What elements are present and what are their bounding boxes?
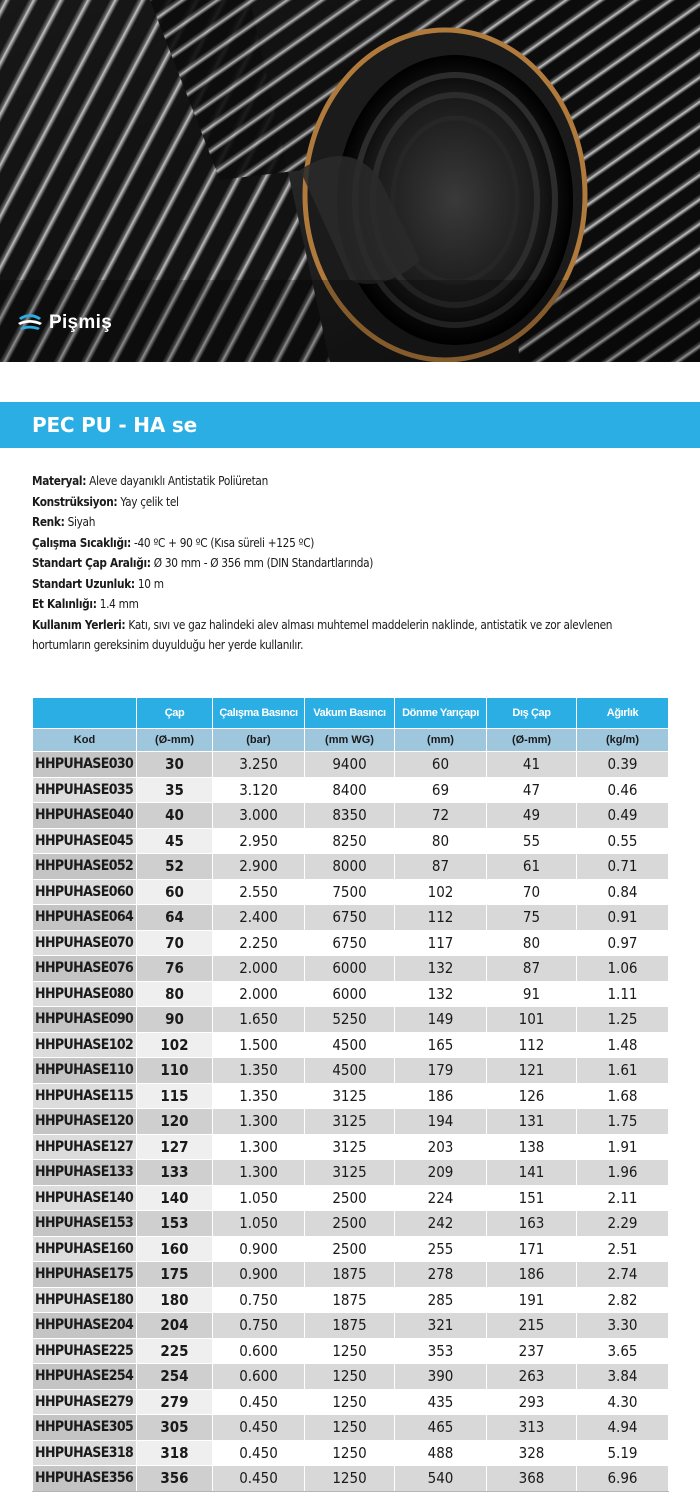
table-cell: 1250 [305,1415,395,1441]
column-header: Dönme Yarıçapı [395,698,487,729]
table-cell: 141 [487,1160,577,1186]
table-cell: 318 [137,1440,213,1466]
table-cell: 0.450 [213,1389,305,1415]
table-cell: 353 [395,1338,487,1364]
table-cell: 2.900 [213,854,305,880]
column-unit: (kg/m) [577,729,669,752]
table-cell: 0.600 [213,1364,305,1390]
table-cell: 72 [395,803,487,829]
brand-name: Pişmiş [49,312,113,333]
table-cell: 1.68 [577,1083,669,1109]
table-row [33,981,669,1007]
table-cell: HHPUHASE076 [33,956,137,982]
table-cell: 0.450 [213,1440,305,1466]
column-unit: (Ø-mm) [137,729,213,752]
table-row [33,1032,669,1058]
table-cell: HHPUHASE204 [33,1313,137,1339]
table-cell: 3125 [305,1134,395,1160]
table-cell: HHPUHASE305 [33,1415,137,1441]
spec-label: Standart Çap Aralığı: [32,556,151,570]
table-cell: 2500 [305,1236,395,1262]
table-cell: 3125 [305,1160,395,1186]
column-unit: (mm) [395,729,487,752]
spec-label: Çalışma Sıcaklığı: [32,535,131,550]
table-row [33,879,669,905]
table-row [33,1389,669,1415]
table-cell: 2.29 [577,1211,669,1237]
table-row [33,1134,669,1160]
spec-label: Standart Uzunluk: [32,576,135,591]
table-cell: 1.25 [577,1007,669,1033]
table-cell: HHPUHASE090 [33,1007,137,1033]
table-row [33,1415,669,1441]
table-cell: 76 [137,956,213,982]
table-cell: 225 [137,1338,213,1364]
table-cell: 305 [137,1415,213,1441]
table-row [33,1364,669,1390]
table-cell: 368 [487,1466,577,1492]
table-row [33,854,669,880]
table-cell: 237 [487,1338,577,1364]
table-cell: HHPUHASE060 [33,879,137,905]
table-cell: HHPUHASE102 [33,1032,137,1058]
table-row [33,1338,669,1364]
table-cell: 285 [395,1287,487,1313]
table-cell: 2.11 [577,1185,669,1211]
table-cell: HHPUHASE052 [33,854,137,880]
column-header: Çap [137,698,213,729]
table-row [33,1313,669,1339]
table-row [33,930,669,956]
table-cell: 1250 [305,1440,395,1466]
table-cell: 120 [137,1109,213,1135]
table-cell: 133 [137,1160,213,1186]
spec-value: Siyah [67,515,96,529]
table-cell: 3.000 [213,803,305,829]
product-title-bar [0,402,700,448]
table-cell: 70 [137,930,213,956]
table-row [33,1058,669,1084]
table-cell: 179 [395,1058,487,1084]
table-cell: 110 [137,1058,213,1084]
table-cell: 242 [395,1211,487,1237]
table-cell: 0.900 [213,1236,305,1262]
table-cell: 4500 [305,1032,395,1058]
table-cell: HHPUHASE160 [33,1236,137,1262]
table-cell: 3.30 [577,1313,669,1339]
table-cell: 1.11 [577,981,669,1007]
column-header [33,698,137,729]
table-cell: 8000 [305,854,395,880]
table-cell: 1.48 [577,1032,669,1058]
table-cell: 356 [137,1466,213,1492]
table-cell: 204 [137,1313,213,1339]
table-cell: 1875 [305,1262,395,1288]
spec-construction [32,492,667,513]
table-cell: 35 [137,777,213,803]
spec-list [32,471,667,656]
table-cell: 209 [395,1160,487,1186]
table-row [33,1236,669,1262]
table-cell: 390 [395,1364,487,1390]
table-cell: 140 [137,1185,213,1211]
table-cell: 115 [137,1083,213,1109]
table-cell: 2500 [305,1211,395,1237]
table-cell: 0.750 [213,1287,305,1313]
table-cell: 263 [487,1364,577,1390]
table-cell: HHPUHASE110 [33,1058,137,1084]
table-row [33,956,669,982]
table-row [33,828,669,854]
table-cell: HHPUHASE153 [33,1211,137,1237]
column-header: Vakum Basıncı [305,698,395,729]
table-cell: 435 [395,1389,487,1415]
table-cell: 191 [487,1287,577,1313]
table-cell: 3.250 [213,752,305,778]
table-cell: 112 [487,1032,577,1058]
table-cell: 3125 [305,1109,395,1135]
table-cell: 2.550 [213,879,305,905]
table-cell: 4500 [305,1058,395,1084]
table-units-row [33,729,669,752]
table-cell: 0.97 [577,930,669,956]
table-cell: HHPUHASE070 [33,930,137,956]
table-cell: 7500 [305,879,395,905]
spec-material [32,471,667,492]
spec-color [32,512,667,533]
table-cell: 186 [395,1083,487,1109]
table-cell: 87 [395,854,487,880]
table-cell: 203 [395,1134,487,1160]
table-cell: 1.61 [577,1058,669,1084]
table-cell: 49 [487,803,577,829]
table-cell: 70 [487,879,577,905]
table-cell: 488 [395,1440,487,1466]
table-cell: 0.450 [213,1466,305,1492]
table-cell: 0.91 [577,905,669,931]
table-cell: 6000 [305,981,395,1007]
table-row [33,777,669,803]
table-cell: 328 [487,1440,577,1466]
table-cell: HHPUHASE120 [33,1109,137,1135]
table-cell: 175 [137,1262,213,1288]
table-cell: 2500 [305,1185,395,1211]
spec-label: Renk: [32,515,65,529]
spec-label: Materyal: [32,474,87,488]
table-cell: 90 [137,1007,213,1033]
brand-logo [17,312,112,334]
table-cell: 2.000 [213,956,305,982]
table-cell: 465 [395,1415,487,1441]
table-cell: 194 [395,1109,487,1135]
column-unit: (bar) [213,729,305,752]
table-cell: 80 [487,930,577,956]
table-cell: 91 [487,981,577,1007]
table-cell: 6750 [305,930,395,956]
table-cell: 4.30 [577,1389,669,1415]
table-cell: HHPUHASE175 [33,1262,137,1288]
table-row [33,1185,669,1211]
table-cell: HHPUHASE040 [33,803,137,829]
spec-usage [32,615,667,656]
column-header: Ağırlık [577,698,669,729]
table-cell: 1.050 [213,1211,305,1237]
table-cell: 5250 [305,1007,395,1033]
table-cell: 1.300 [213,1109,305,1135]
table-row [33,1211,669,1237]
table-cell: 224 [395,1185,487,1211]
table-cell: 3.65 [577,1338,669,1364]
table-cell: 2.51 [577,1236,669,1262]
table-cell: 0.600 [213,1338,305,1364]
table-body [33,752,669,1492]
product-table [32,697,669,1492]
table-cell: 1.96 [577,1160,669,1186]
table-cell: 0.750 [213,1313,305,1339]
table-cell: HHPUHASE254 [33,1364,137,1390]
table-cell: 1875 [305,1287,395,1313]
table-cell: 255 [395,1236,487,1262]
table-cell: 6000 [305,956,395,982]
table-cell: 0.450 [213,1415,305,1441]
hose-illustration [0,0,700,362]
table-cell: 165 [395,1032,487,1058]
table-cell: 112 [395,905,487,931]
table-cell: 6750 [305,905,395,931]
table-cell: 1.350 [213,1083,305,1109]
table-cell: 1250 [305,1364,395,1390]
table-row [33,752,669,778]
spec-label: Et Kalınlığı: [32,597,97,611]
table-cell: 45 [137,828,213,854]
table-cell: 153 [137,1211,213,1237]
table-cell: 138 [487,1134,577,1160]
table-cell: 69 [395,777,487,803]
table-cell: 121 [487,1058,577,1084]
table-row [33,905,669,931]
spec-value: 10 m [137,576,164,591]
table-cell: 55 [487,828,577,854]
table-cell: 41 [487,752,577,778]
table-cell: 313 [487,1415,577,1441]
table-row [33,1262,669,1288]
spec-value: 1.4 mm [99,597,139,611]
table-cell: 3.84 [577,1364,669,1390]
table-cell: 0.84 [577,879,669,905]
table-cell: 1875 [305,1313,395,1339]
table-cell: 40 [137,803,213,829]
table-cell: 8250 [305,828,395,854]
table-cell: HHPUHASE180 [33,1287,137,1313]
table-cell: 60 [137,879,213,905]
spec-value: Aleve dayanıklı Antistatik Poliüretan [89,474,268,488]
table-row [33,1083,669,1109]
table-cell: 293 [487,1389,577,1415]
table-cell: 132 [395,956,487,982]
table-cell: 60 [395,752,487,778]
table-row [33,1007,669,1033]
column-unit: (mm WG) [305,729,395,752]
table-cell: 2.950 [213,828,305,854]
table-cell: 127 [137,1134,213,1160]
table-cell: HHPUHASE133 [33,1160,137,1186]
table-cell: 1250 [305,1466,395,1492]
table-cell: 2.000 [213,981,305,1007]
table-cell: 9400 [305,752,395,778]
table-cell: HHPUHASE356 [33,1466,137,1492]
spec-label: Konstrüksiyon: [32,494,118,509]
table-cell: HHPUHASE225 [33,1338,137,1364]
table-cell: 80 [395,828,487,854]
table-cell: 1.91 [577,1134,669,1160]
table-cell: 4.94 [577,1415,669,1441]
table-cell: 149 [395,1007,487,1033]
table-cell: 2.82 [577,1287,669,1313]
column-unit: Kod [33,729,137,752]
table-cell: 1.300 [213,1134,305,1160]
table-cell: 1.050 [213,1185,305,1211]
hero-photo [0,0,700,362]
table-cell: 1250 [305,1389,395,1415]
table-row [33,1160,669,1186]
table-cell: 126 [487,1083,577,1109]
table-cell: 0.55 [577,828,669,854]
table-cell: 80 [137,981,213,1007]
table-cell: 102 [137,1032,213,1058]
table-cell: 254 [137,1364,213,1390]
spec-value: Ø 30 mm - Ø 356 mm (DIN Standartlarında) [153,556,374,570]
table-cell: 131 [487,1109,577,1135]
table-cell: 160 [137,1236,213,1262]
table-cell: 132 [395,981,487,1007]
spec-temperature [32,533,667,554]
table-cell: 278 [395,1262,487,1288]
table-cell: 0.39 [577,752,669,778]
table-row [33,1287,669,1313]
table-cell: 186 [487,1262,577,1288]
table-cell: 117 [395,930,487,956]
table-cell: 0.46 [577,777,669,803]
table-cell: 30 [137,752,213,778]
table-cell: 2.250 [213,930,305,956]
table-row [33,1109,669,1135]
table-cell: 0.49 [577,803,669,829]
table-cell: 215 [487,1313,577,1339]
column-header: Çalışma Basıncı [213,698,305,729]
table-cell: 8400 [305,777,395,803]
spec-value: Katı, sıvı ve gaz halindeki alev alması muhtemel maddelerin naklinde, antistatik ve zor alevlenen hortumların gereksinim duyulduğu her yerde kullanılır. [32,617,613,652]
spec-value: Yay çelik tel [120,494,179,509]
table-cell: HHPUHASE064 [33,905,137,931]
table-cell: 75 [487,905,577,931]
column-unit: (Ø-mm) [487,729,577,752]
product-title: PEC PU - HA se [32,413,197,437]
table-cell: 61 [487,854,577,880]
table-cell: 8350 [305,803,395,829]
table-cell: 540 [395,1466,487,1492]
table-cell: 64 [137,905,213,931]
table-cell: 1.300 [213,1160,305,1186]
table-cell: 47 [487,777,577,803]
table-cell: 171 [487,1236,577,1262]
table-cell: 321 [395,1313,487,1339]
table-cell: 1.500 [213,1032,305,1058]
table-cell: HHPUHASE115 [33,1083,137,1109]
spec-label: Kullanım Yerleri: [32,617,126,632]
table-cell: 52 [137,854,213,880]
table-cell: 87 [487,956,577,982]
table-cell: 151 [487,1185,577,1211]
table-cell: 279 [137,1389,213,1415]
table-cell: 0.900 [213,1262,305,1288]
table-cell: HHPUHASE140 [33,1185,137,1211]
table-header-row [33,698,669,729]
table-cell: 180 [137,1287,213,1313]
table-cell: HHPUHASE080 [33,981,137,1007]
table-row [33,1440,669,1466]
table-cell: 5.19 [577,1440,669,1466]
table-cell: 6.96 [577,1466,669,1492]
table-cell: 2.74 [577,1262,669,1288]
spec-length [32,574,667,595]
table-cell: HHPUHASE045 [33,828,137,854]
table-cell: HHPUHASE279 [33,1389,137,1415]
column-header: Dış Çap [487,698,577,729]
spec-value: -40 ºC + 90 ºC (Kısa süreli +125 ºC) [133,535,315,550]
table-cell: 1250 [305,1338,395,1364]
spec-diameter-range [32,553,667,574]
table-cell: HHPUHASE035 [33,777,137,803]
table-cell: 1.650 [213,1007,305,1033]
spec-wall-thickness [32,594,667,615]
table-cell: 1.350 [213,1058,305,1084]
table-cell: 102 [395,879,487,905]
table-cell: HHPUHASE030 [33,752,137,778]
table-cell: HHPUHASE127 [33,1134,137,1160]
table-cell: 3125 [305,1083,395,1109]
table-cell: 1.06 [577,956,669,982]
table-row [33,803,669,829]
table-cell: 101 [487,1007,577,1033]
table-cell: 3.120 [213,777,305,803]
table-cell: 2.400 [213,905,305,931]
table-cell: 1.75 [577,1109,669,1135]
table-cell: HHPUHASE318 [33,1440,137,1466]
table-cell: 163 [487,1211,577,1237]
table-row [33,1466,669,1492]
brand-mark-icon [17,312,43,334]
table-cell: 0.71 [577,854,669,880]
